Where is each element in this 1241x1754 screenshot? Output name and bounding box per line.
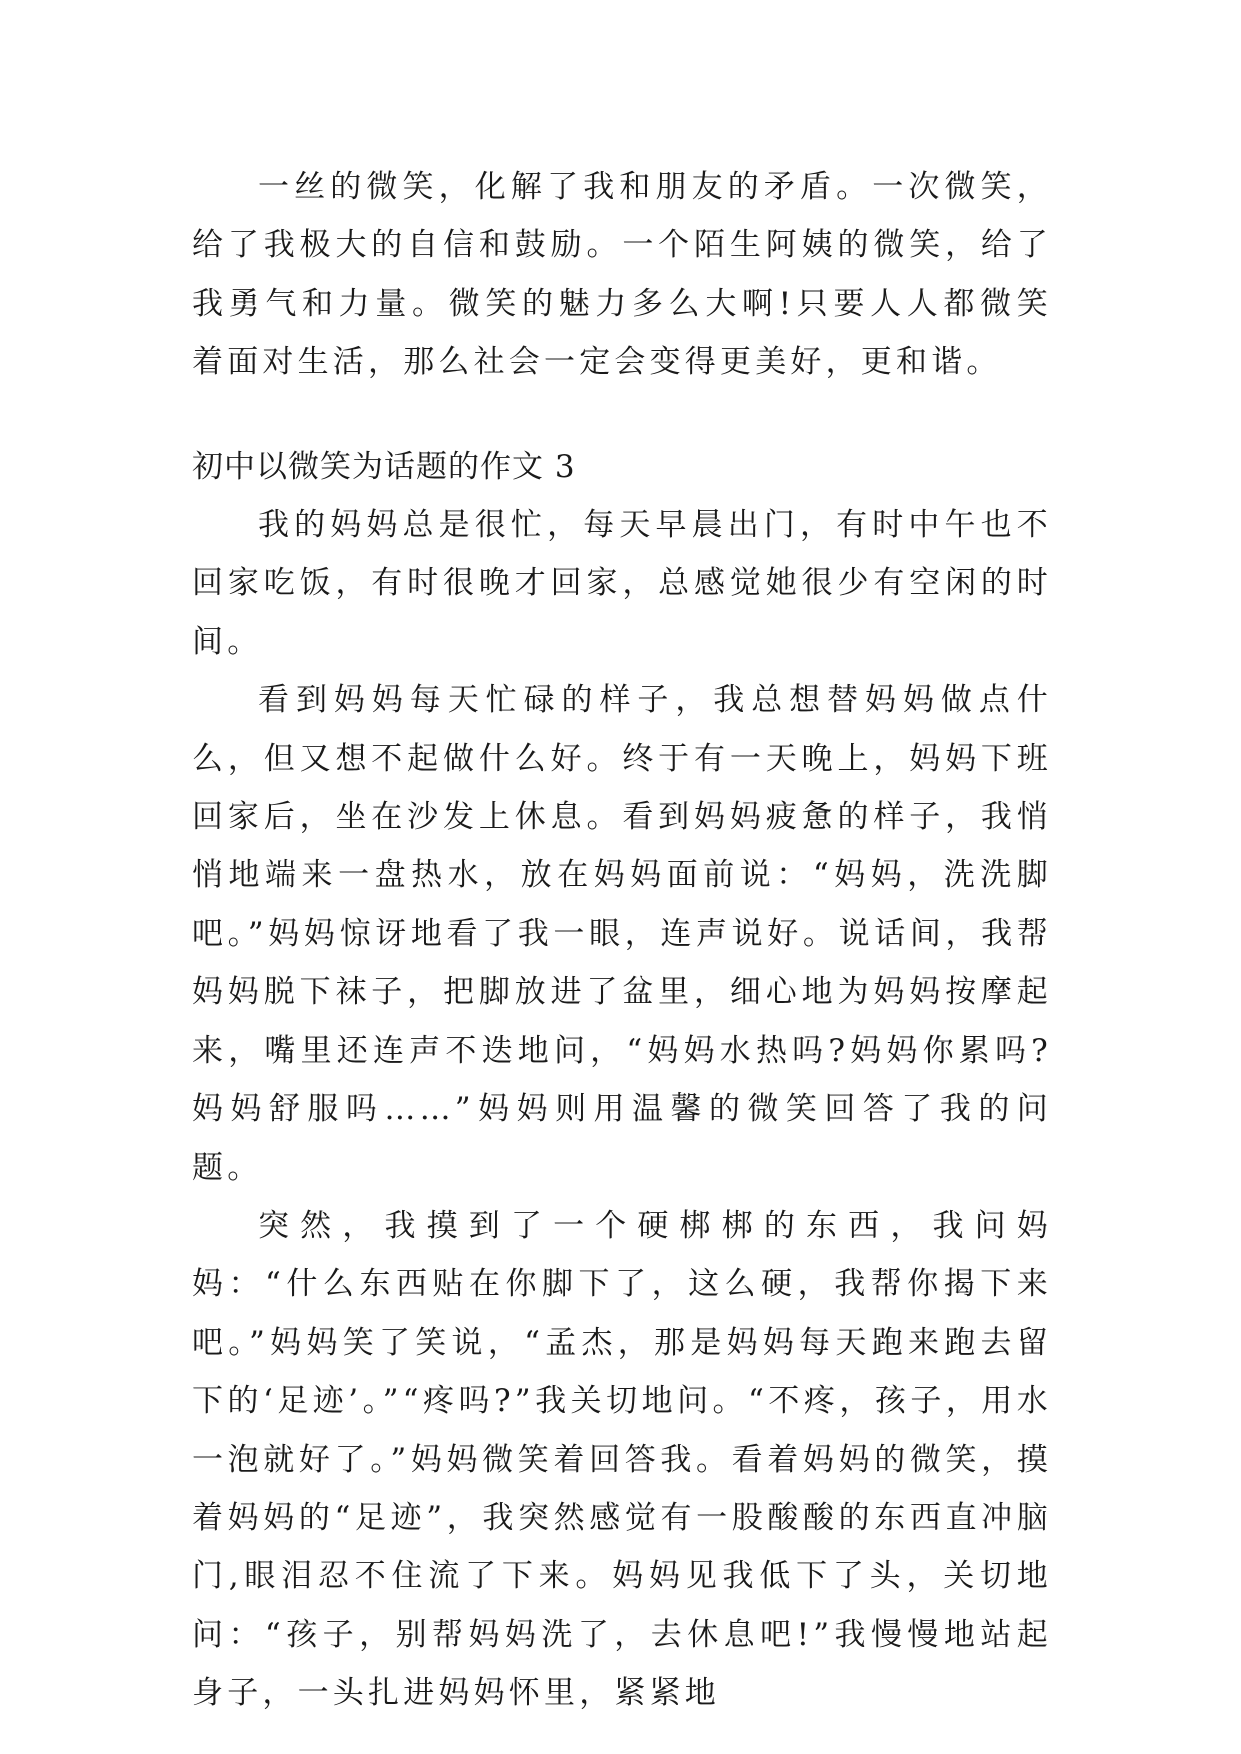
- paragraph-footprints: 突然，我摸到了一个硬梆梆的东西，我问妈妈：“什么东西贴在你脚下了，这么硬，我帮你揭下来吧。”妈妈笑了笑说，“孟杰，那是妈妈每天跑来跑去留下的‘足迹’。”“疼吗?”我关切地问。“不疼，孩子，用水一泡就好了。”妈妈微笑着回答我。看着妈妈的微笑，摸着妈妈的“足迹”，我突然感觉有一股酸酸的东西直冲脑门,眼泪忍不住流了下来。妈妈见我低下了头，关切地问：“孩子，别帮妈妈洗了，去休息吧!”我慢慢地站起身子，一头扎进妈妈怀里，紧紧地: [192, 1207, 1052, 1712]
- document-body: [192, 158, 1052, 1723]
- paragraph-smile-conclusion: 一丝的微笑，化解了我和朋友的矛盾。一次微笑，给了我极大的自信和鼓励。一个陌生阿姨的微笑，给了我勇气和力量。微笑的魅力多么大啊!只要人人都微笑着面对生活，那么社会一定会变得更美好，更和谐。: [192, 169, 1052, 381]
- section-title: 初中以微笑为话题的作文 3: [192, 448, 576, 485]
- paragraph-busy-mother: 我的妈妈总是很忙，每天早晨出门，有时中午也不回家吃饭，有时很晚才回家，总感觉她很少有空闲的时间。: [192, 507, 1052, 660]
- paragraph-washing-feet: 看到妈妈每天忙碌的样子，我总想替妈妈做点什么，但又想不起做什么好。终于有一天晚上，妈妈下班回家后，坐在沙发上休息。看到妈妈疲惫的样子，我悄悄地端来一盘热水，放在妈妈面前说：“妈妈，洗洗脚吧。”妈妈惊讶地看了我一眼，连声说好。说话间，我帮妈妈脱下袜子，把脚放进了盆里，细心地为妈妈按摩起来，嘴里还连声不迭地问，“妈妈水热吗?妈妈你累吗?妈妈舒服吗……”妈妈则用温馨的微笑回答了我的问题。: [192, 682, 1052, 1186]
